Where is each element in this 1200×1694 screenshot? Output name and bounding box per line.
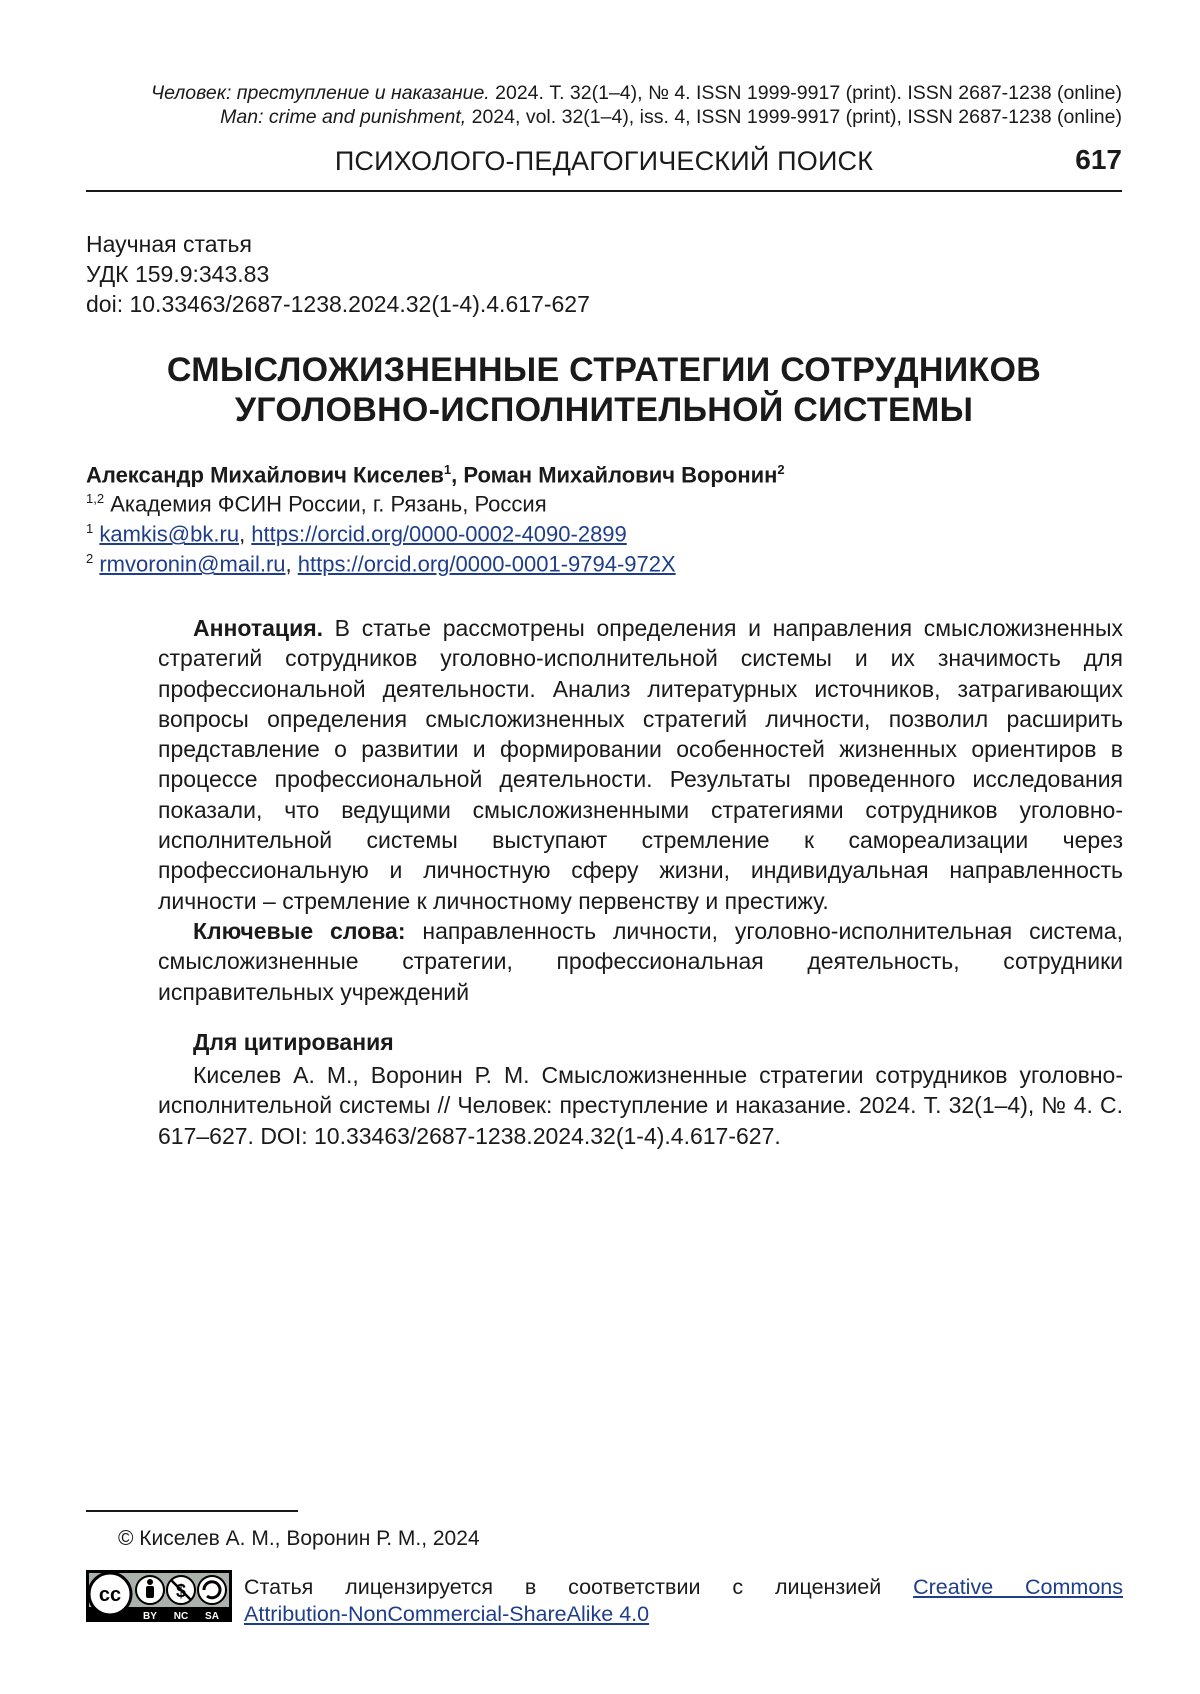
article-type: Научная статья <box>86 229 252 259</box>
contact-2 <box>86 551 676 577</box>
by-icon-body <box>146 1586 154 1598</box>
doi: doi: 10.33463/2687-1238.2024.32(1-4).4.617-627 <box>86 289 590 319</box>
contact-2-email-link[interactable]: rmvoronin@mail.ru <box>99 551 285 576</box>
journal-issue-ru: 2024. Т. 32(1–4), № 4. ISSN 1999-9917 (print). ISSN 2687-1238 (online) <box>490 82 1122 104</box>
journal-name-ru: Человек: преступление и наказание. <box>151 82 490 104</box>
author-2-sup: 2 <box>777 462 784 477</box>
contact-1-sup: 1 <box>86 521 93 536</box>
contact-2-sup: 2 <box>86 551 93 566</box>
journal-header-en <box>86 105 1122 129</box>
section-header <box>86 146 1122 180</box>
contact-1 <box>86 521 627 547</box>
contact-2-comma: , <box>286 551 298 576</box>
cc-by-nc-sa-badge[interactable] <box>86 1570 232 1622</box>
authors <box>86 462 785 488</box>
abstract-paragraph <box>158 613 1123 916</box>
page-number: 617 <box>1075 144 1122 176</box>
article-page <box>0 0 1200 1694</box>
affiliation-text: Академия ФСИН России, г. Рязань, Россия <box>104 491 547 516</box>
sa-label: SA <box>205 1611 219 1622</box>
contact-1-comma: , <box>239 521 251 546</box>
by-label: BY <box>143 1611 157 1622</box>
license-line-1 <box>244 1574 1123 1601</box>
license-statement <box>244 1574 1123 1628</box>
udk-code: УДК 159.9:343.83 <box>86 259 269 289</box>
license-line-2 <box>244 1601 1123 1628</box>
section-title: ПСИХОЛОГО-ПЕДАГОГИЧЕСКИЙ ПОИСК <box>86 146 1122 177</box>
license-link-cc[interactable]: Creative Commons <box>913 1575 1123 1599</box>
copyright: © Киселев А. М., Воронин Р. М., 2024 <box>118 1527 480 1551</box>
by-icon-head <box>147 1579 153 1585</box>
contact-1-orcid-link[interactable]: https://orcid.org/0000-0002-4090-2899 <box>251 521 626 546</box>
footnote-divider <box>86 1510 298 1512</box>
contact-1-email-link[interactable]: kamkis@bk.ru <box>99 521 239 546</box>
title-line-2: УГОЛОВНО-ИСПОЛНИТЕЛЬНОЙ СИСТЕМЫ <box>86 390 1122 430</box>
keywords-text: направленность личности, уголовно-исполнительная система, смысложизненные стратегии, профессиональная деятельность, сотрудники исправительных учреждений <box>158 918 1123 1005</box>
author-1-sup: 1 <box>444 462 451 477</box>
title-line-1: СМЫСЛОЖИЗНЕННЫЕ СТРАТЕГИИ СОТРУДНИКОВ <box>86 350 1122 390</box>
license-text: Статья лицензируется в соответствии с лицензией <box>244 1575 913 1599</box>
author-2: Роман Михайлович Воронин <box>463 462 777 487</box>
sa-icon <box>198 1576 226 1604</box>
keywords-label: Ключевые слова: <box>193 918 406 944</box>
keywords-paragraph <box>158 916 1123 1007</box>
affiliation-sup: 1,2 <box>86 491 104 506</box>
abstract-label: Аннотация. <box>193 615 323 641</box>
affiliation <box>86 491 547 517</box>
article-title <box>86 350 1122 430</box>
cc-icon-label: cc <box>99 1584 121 1606</box>
citation-text: Киселев А. М., Воронин Р. М. Смысложизненные стратегии сотрудников уголовно-исполнительной системы // Человек: преступление и наказание. 2024. Т. 32(1–4), № 4. С. 617–627. DOI: 10.33463/2687-1238.2024.32(1-4).4.617-627. <box>158 1060 1123 1151</box>
citation-heading: Для цитирования <box>193 1029 394 1056</box>
nc-label: NC <box>174 1611 188 1622</box>
author-1: Александр Михайлович Киселев <box>86 462 444 487</box>
author-separator: , <box>451 462 463 487</box>
abstract-block <box>158 613 1123 1007</box>
license-link-name[interactable]: Attribution-NonCommercial-ShareAlike 4.0 <box>244 1602 649 1626</box>
journal-header-ru <box>86 81 1122 105</box>
header-divider <box>86 190 1122 192</box>
abstract-text: В статье рассмотрены определения и направления смысложизненных стратегий сотрудников уголовно-исполнительной системы и их значимость для профессиональной деятельности. Анализ литературных источников, затрагивающих вопросы определения смысложизненных стратегий личности, позволил расширить представление о развитии и формировании особенностей жизненных ориентиров в процессе профессиональной деятельности. Результаты проведенного исследования показали, что ведущими смысложизненными стратегиями сотрудников уголовно-исполнительной системы выступают стремление к самореализации через профессиональную и личностную сферу жизни, индивидуальная направленность личности – стремление к личностному первенству и престижу. <box>158 615 1123 914</box>
journal-name-en: Man: crime and punishment, <box>220 106 466 128</box>
journal-issue-en: 2024, vol. 32(1–4), iss. 4, ISSN 1999-9917 (print), ISSN 2687-1238 (online) <box>466 106 1122 128</box>
contact-2-orcid-link[interactable]: https://orcid.org/0000-0001-9794-972X <box>298 551 676 576</box>
